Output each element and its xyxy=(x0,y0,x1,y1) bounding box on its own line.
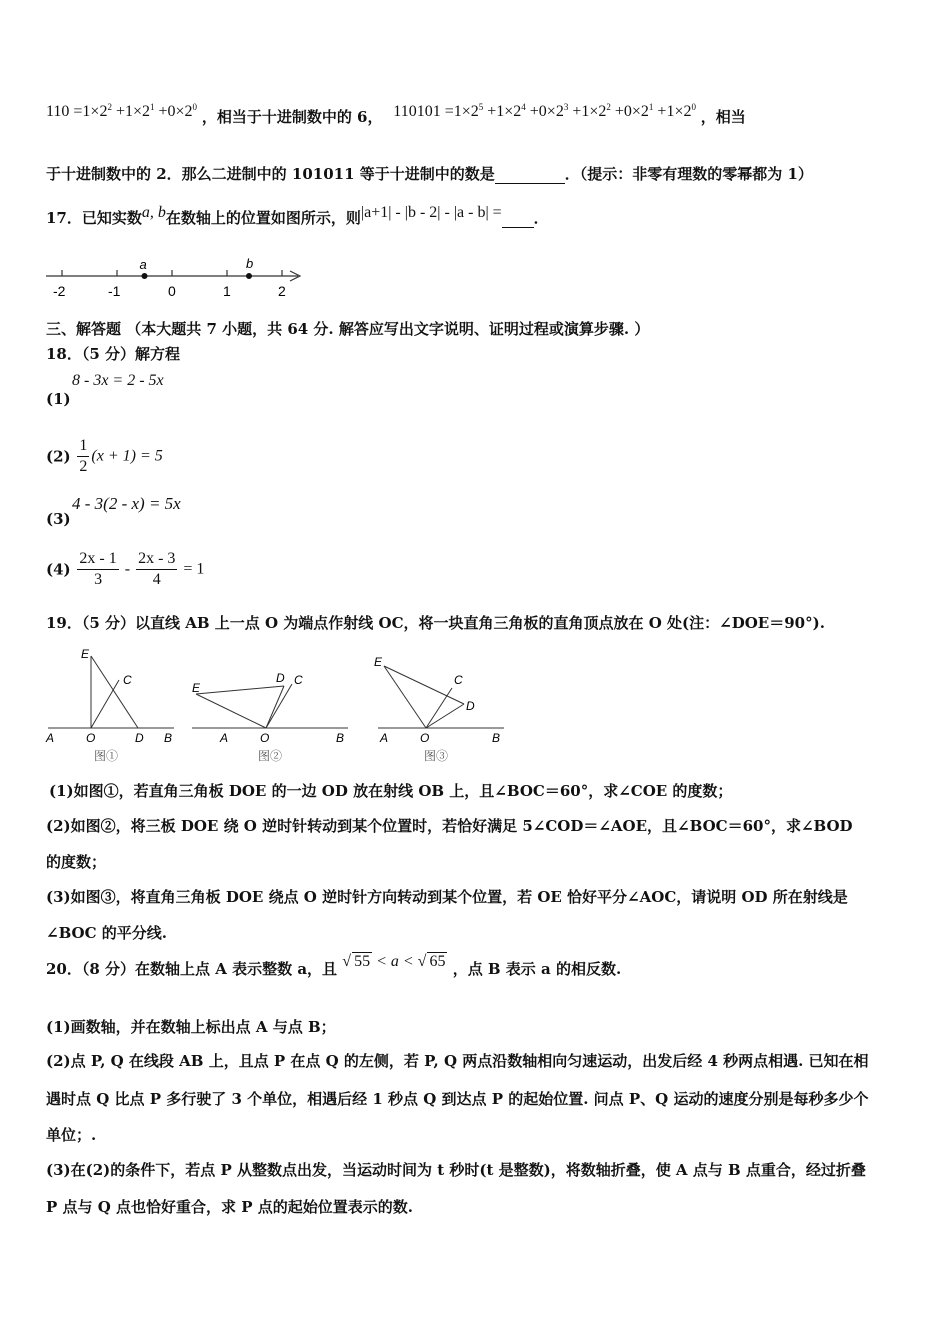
q18-item-2-label: (2) xyxy=(46,447,71,466)
number-line-tick-label: 0 xyxy=(168,283,176,299)
q20-ineq: < a < xyxy=(372,953,418,970)
fraction-numerator: 2x - 1 xyxy=(77,549,118,570)
q18-item-3-label: (3) xyxy=(46,510,71,528)
label-a: A xyxy=(380,731,389,745)
q17-expr: |a+1| - |b - 2| - |a - b| = xyxy=(360,204,502,221)
label-c: C xyxy=(294,673,303,687)
point-b-label: b xyxy=(246,256,254,271)
label-d: D xyxy=(135,731,144,745)
q19-part-3a: (3)如图③，将直角三角板 DOE 绕点 O 逆时针方向转动到某个位置，若 OE 恰好平分∠AOC，请说明 OD 所在射线是 xyxy=(46,888,848,906)
label-b: B xyxy=(492,731,501,745)
q19-part-2a: (2)如图②，将三板 DOE 绕 O 逆时针转动到某个位置时，若恰好满足 5∠COD＝∠AOE，且∠BOC＝60°，求∠BOD xyxy=(46,817,853,835)
label-e: E xyxy=(192,681,201,695)
q19-figure-2 xyxy=(188,644,358,766)
fraction-denominator: 2 xyxy=(79,458,88,475)
q20-part-2a: (2)点 P, Q 在线段 AB 上，且点 P 在点 Q 的左侧，若 P, Q 两点沿数轴相向匀速运动，出发后经 4 秒两点相遇. 已知在相 xyxy=(46,1052,869,1070)
label-c: C xyxy=(454,673,463,687)
q20-inequality xyxy=(342,953,447,970)
q18-item-4-fraction-1 xyxy=(77,549,118,590)
label-a: A xyxy=(220,731,229,745)
q17-prefix: 17．已知实数 xyxy=(46,209,142,227)
intro-eq2: $110101 =1\times 2^5 +1\times 2^4 +0\times 2^3 +1\times 2^2 +0\times 2^1 +1\times 2^0$ xyxy=(393,102,696,120)
q18-item-4-tail: = 1 xyxy=(179,560,205,578)
q18-item-4-op: - xyxy=(120,560,135,578)
q18-item-1-expr: 8 - 3x = 2 - 5x xyxy=(72,372,164,389)
intro-line-2 xyxy=(46,163,813,184)
label-c: C xyxy=(123,673,132,687)
intro-text-2: ，相当 xyxy=(700,108,746,126)
ray-oc xyxy=(426,688,452,728)
intro-line-2-tail: ．（提示：非零有理数的零幂都为 1） xyxy=(564,165,813,183)
label-o: O xyxy=(420,731,430,745)
q20-line xyxy=(46,953,622,979)
segment-ed xyxy=(91,656,138,728)
label-a: A xyxy=(46,731,55,745)
q20-part-3b: P 点与 Q 点也恰好重合，求 P 点的起始位置表示的数. xyxy=(46,1198,413,1216)
label-o: O xyxy=(86,731,96,745)
fraction-denominator: 3 xyxy=(94,571,103,588)
segment-ed xyxy=(196,686,284,694)
q17-line xyxy=(46,204,549,228)
fraction-numerator: 1 xyxy=(77,436,89,457)
q18-item-1-label: (1) xyxy=(46,390,71,408)
number-line-tick-label: 2 xyxy=(278,283,286,299)
sqrt-sign: √ xyxy=(417,953,427,970)
intro-line-2-text: 于十进制数中的 2．那么二进制中的 101011 等于十进制中的数是 xyxy=(46,165,495,183)
fraction-denominator: 4 xyxy=(152,571,161,588)
label-d: D xyxy=(276,671,285,685)
q20-part-1: (1)画数轴，并在数轴上标出点 A 与点 B； xyxy=(46,1018,336,1036)
intro-eq1: $110 =1\times 2^2 +1\times 2^1 +0\times 2^0$ xyxy=(46,102,198,120)
q18-item-3-expr: 4 - 3(2 - x) = 5x xyxy=(72,494,181,513)
q17-tail: ． xyxy=(533,209,549,227)
answer-blank-17[interactable] xyxy=(502,209,534,228)
number-line-tick-label: -1 xyxy=(108,283,121,299)
sqrt-65: 65 xyxy=(429,953,446,970)
point-a xyxy=(142,273,148,279)
number-line-tick-label: -2 xyxy=(53,283,66,299)
q18-item-2-fraction xyxy=(77,436,89,477)
q17-number-line xyxy=(40,256,310,302)
ray-oe xyxy=(384,666,426,728)
q18-title: 18．（5 分）解方程 xyxy=(46,345,181,363)
fraction-numerator: 2x - 3 xyxy=(136,549,177,570)
q20-part-2b: 遇时点 Q 比点 P 多行驶了 3 个单位，相遇后经 1 秒点 Q 到达点 P 的起始位置. 问点 P、Q 运动的速度分别是每秒多少个 xyxy=(46,1090,869,1108)
answer-blank-16[interactable] xyxy=(495,165,565,184)
q17-vars: a, b xyxy=(141,204,166,221)
q20-tail: ，点 B 表示 a 的相反数. xyxy=(452,960,622,978)
point-a-label: a xyxy=(139,257,147,272)
ray-od xyxy=(426,704,464,728)
q19-figure-1 xyxy=(44,644,179,766)
q19-figure-3 xyxy=(374,644,514,766)
ray-od xyxy=(266,686,284,728)
section-3-heading: 三、解答题 （本大题共 7 小题，共 64 分. 解答应写出文字说明、证明过程或演算步骤. ） xyxy=(46,320,650,338)
sqrt-55: 55 xyxy=(354,953,371,970)
intro-text-1: ，相当于十进制数中的 6， xyxy=(201,108,383,126)
q20-part-2c: 单位；. xyxy=(46,1126,97,1144)
q20-prefix: 20．（8 分）在数轴上点 A 表示整数 a，且 xyxy=(46,960,338,978)
label-b: B xyxy=(164,731,173,745)
q19-part-3b: ∠BOC 的平分线. xyxy=(46,924,167,942)
q19-title: 19．（5 分）以直线 AB 上一点 O 为端点作射线 OC，将一块直角三角板的直角顶点放在 O 处(注：∠DOE＝90°). xyxy=(46,614,825,632)
q18-item-2-expr: (x + 1) = 5 xyxy=(91,447,163,465)
intro-line-1 xyxy=(46,100,746,126)
figure-1-caption: 图① xyxy=(94,749,119,763)
figure-3-caption: 图③ xyxy=(424,749,449,763)
point-b xyxy=(246,273,252,279)
number-line-tick-label: 1 xyxy=(223,283,231,299)
label-o: O xyxy=(260,731,270,745)
q18-item-4-fraction-2 xyxy=(136,549,177,590)
figure-2-caption: 图② xyxy=(258,749,283,763)
q19-part-2b: 的度数； xyxy=(46,853,107,871)
ray-oe xyxy=(196,694,266,728)
q18-item-4 xyxy=(46,549,204,590)
label-e: E xyxy=(81,647,90,661)
ray-oc xyxy=(266,684,292,728)
sqrt-sign: √ xyxy=(342,953,352,970)
q19-part-1: (1)如图①，若直角三角板 DOE 的一边 OD 放在射线 OB 上，且∠BOC＝60°，求∠COE 的度数； xyxy=(49,782,733,800)
label-e: E xyxy=(374,655,383,669)
segment-ed xyxy=(384,666,464,704)
label-b: B xyxy=(336,731,345,745)
q17-mid: 在数轴上的位置如图所示，则 xyxy=(165,209,361,227)
q20-part-3a: (3)在(2)的条件下，若点 P 从整数点出发，当运动时间为 t 秒时(t 是整数)，将数轴折叠，使 A 点与 B 点重合，经过折叠 xyxy=(46,1161,866,1179)
q18-item-2 xyxy=(46,436,163,477)
q18-item-4-label: (4) xyxy=(46,560,71,579)
label-d: D xyxy=(466,699,475,713)
ray-oc xyxy=(91,680,119,728)
